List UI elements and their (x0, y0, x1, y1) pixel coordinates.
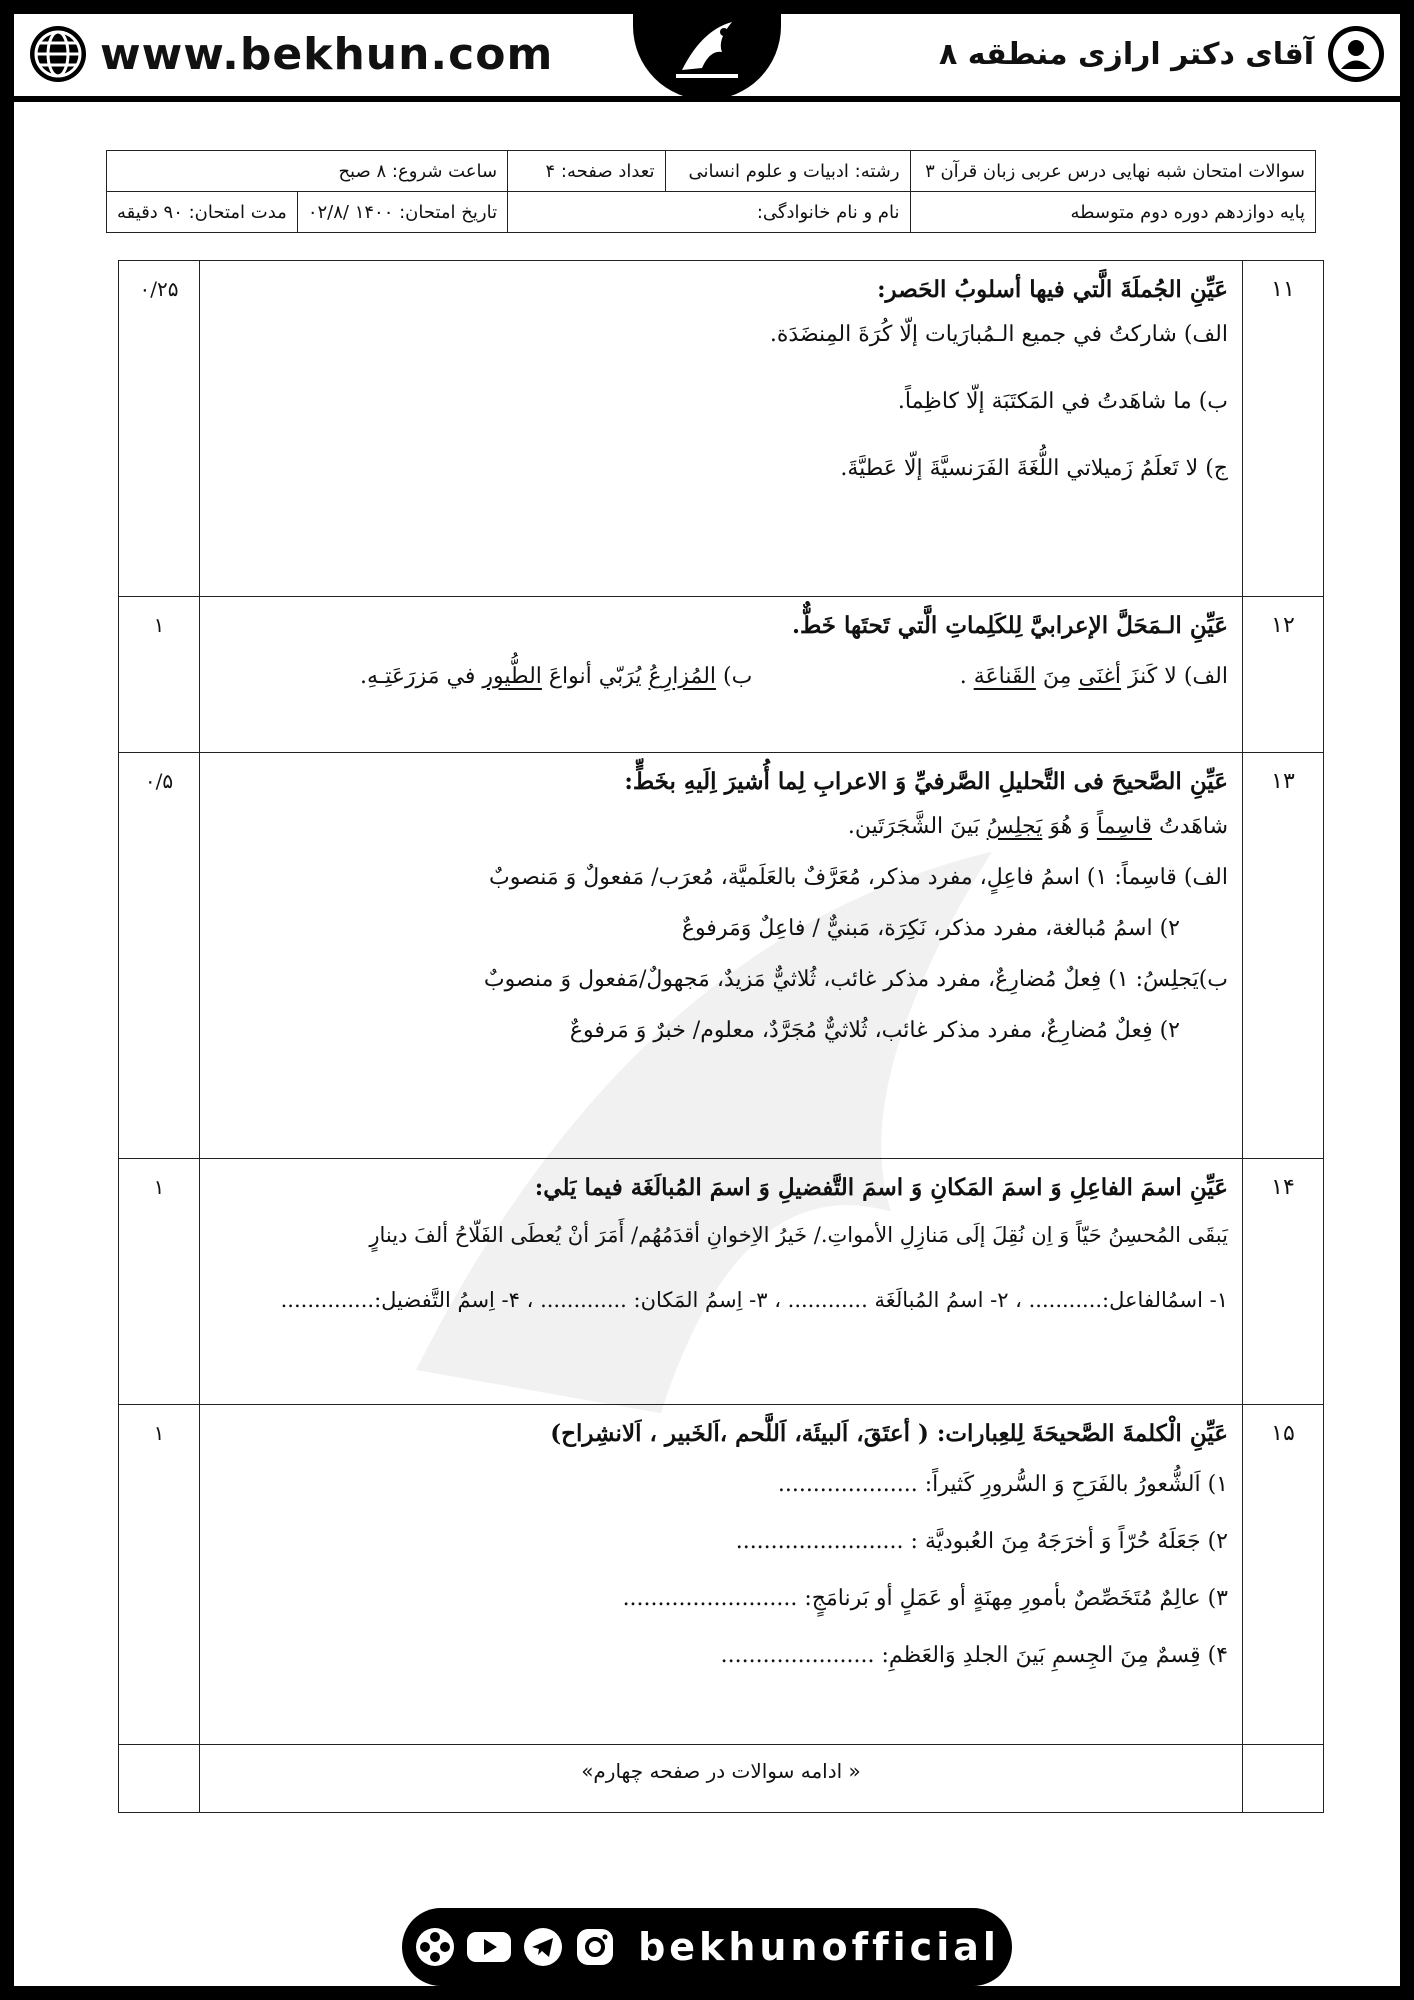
question-score: ۰/۲۵ (119, 261, 200, 597)
exam-grade: پایه دوازدهم دوره دوم متوسطه (910, 192, 1315, 233)
brand-logo (633, 0, 781, 100)
question-number: ۱۵ (1243, 1405, 1324, 1745)
option-b: ب) ما شاهَدتُ في المَكتَبَة إلّا كاظِماً. (897, 388, 1228, 414)
question-row (119, 1159, 1324, 1405)
exam-date-duration (107, 192, 508, 233)
telegram-icon[interactable] (522, 1926, 564, 1968)
option-a-2: ۲) اسمُ مُبالغة، مفرد مذكر، نَكِرَة، مَبنيٌّ / فاعِلٌ وَمَرفوعٌ (681, 915, 1180, 941)
exam-field: رشته: ادبیات و علوم انسانی (665, 151, 910, 192)
teacher-info (939, 24, 1386, 84)
question-score: ۱ (119, 597, 200, 753)
social-handle: bekhunofficial (638, 1925, 1000, 1969)
option-b: ب) المُزارِعُ يُرَبّي أنواعَ الطُّيور في مَزرَعَتِـهِ. (360, 663, 753, 689)
question-sentence: شاهَدتُ قاسِماً وَ هُوَ يَجلِسُ بَينَ الشَّجَرَتَين. (847, 813, 1228, 839)
question-row (119, 597, 1324, 753)
exam-duration: مدت امتحان: ۹۰ دقیقه (117, 201, 287, 223)
item-1: ۱) اَلشُّعورُ بالفَرَحِ وَ السُّرورِ كَثيراً: .................... (777, 1471, 1228, 1497)
instagram-icon[interactable] (574, 1926, 616, 1968)
student-name-field[interactable]: نام و نام خانوادگی: (508, 192, 910, 233)
youtube-icon[interactable] (466, 1926, 512, 1968)
question-score: ۰/۵ (119, 753, 200, 1159)
option-c: ج) لا تَعلَمُ زَميلاتي اللُّغَةَ الفَرَنسيَّةَ إلّا عَطيَّةَ. (840, 455, 1228, 481)
exam-pages: تعداد صفحه: ۴ (508, 151, 665, 192)
exam-title: سوالات امتحان شبه نهایی درس عربی زبان قرآن ۳ (910, 151, 1315, 192)
option-b-2: ۲) فِعلٌ مُضارِعٌ، مفرد مذكر غائب، ثُلاثيٌّ مُجَرَّدٌ، معلوم/ خبرٌ وَ مَرفوعٌ (569, 1017, 1180, 1043)
page (14, 14, 1400, 1986)
continuation-row (119, 1745, 1324, 1813)
question-text: يَبقَى المُحسِنُ حَيّاً وَ اِن نُقِلَ إلَى مَنازِلِ الأمواتِ./ خَيرُ الاِخوانِ أقدَمُهُم/ أَمَرَ أنْ يُعطَى الفَلّاحُ ألفَ دينارٍ (369, 1222, 1228, 1247)
top-banner (14, 14, 1400, 102)
question-body (200, 1159, 1243, 1405)
website-link[interactable] (28, 24, 553, 84)
item-2: ۲) جَعَلَهُ حُرّاً وَ أخرَجَهُ مِنَ العُبوديَّة : ........................ (735, 1528, 1228, 1554)
answer-blanks: ۱- اسمُالفاعل:........... ، ۲- اسمُ المُبالَغَة ............ ، ۳- اِسمُ المَكان: ............. ، ۴- اِسمُ التَّفضيل:.............. (280, 1288, 1228, 1312)
question-number: ۱۴ (1243, 1159, 1324, 1405)
option-b-1: ب)يَجلِسُ: ۱) فِعلٌ مُضارِعٌ، مفرد مذكر غائب، ثُلاثيٌّ مَزيدٌ، مَجهولٌ/مَفعول وَ منصوبٌ (483, 966, 1228, 992)
option-a-1: الف) قاسِماً: ۱) اسمُ فاعِلٍ، مفرد مذكر، مُعَرَّفٌ بالعَلَميَّة، مُعرَب/ مَفعولٌ وَ مَنصوبٌ (489, 864, 1228, 890)
question-body (200, 597, 1243, 753)
item-3: ۳) عالِمٌ مُتَخَصِّصٌ بأمورِ مِهنَةٍ أو عَمَلٍ أو بَرنامَجٍ: ......................... (622, 1585, 1228, 1611)
question-number: ۱۱ (1243, 261, 1324, 597)
bekhun-logo-icon (662, 10, 752, 90)
question-title: عَيِّنِ اسمَ الفاعِلِ وَ اسمَ المَكانِ وَ اسمَ التَّفضيلِ وَ اسمَ المُبالَغَة فيما يَلي: (534, 1174, 1228, 1201)
social-bar (402, 1908, 1012, 1986)
question-row (119, 753, 1324, 1159)
question-body (200, 753, 1243, 1159)
teacher-name: آقای دکتر ارازی منطقه ۸ (939, 36, 1314, 72)
question-number: ۱۳ (1243, 753, 1324, 1159)
question-body (200, 261, 1243, 597)
question-title: عَيِّنِ الْكلمةَ الصَّحيحَةَ لِلعِبارات: ( أعتَقَ، اَلبيئَة، اَللَّحم ،اَلخَبير ، اَلانشِراح) (550, 1420, 1228, 1447)
question-title: عَيِّنِ الصَّحيحَ فى التَّحليلِ الصَّرفيِّ وَ الاعرابِ لِما أُشيرَ اِلَيهِ بخَطٍّ: (624, 768, 1228, 795)
user-avatar-icon (1326, 24, 1386, 84)
exam-start-time: ساعت شروع: ۸ صبح (107, 151, 508, 192)
question-body (200, 1405, 1243, 1745)
question-number: ۱۲ (1243, 597, 1324, 753)
question-title: عَيِّنِ الـمَحَلَّ الإعرابيَّ لِلكَلِماتِ الَّتي تَحتَها خَطٌّ. (791, 612, 1228, 639)
questions-table (118, 260, 1324, 1813)
question-score: ۱ (119, 1159, 200, 1405)
question-title: عَيِّنِ الجُملَةَ الَّتي فيها أسلوبُ الحَصر: (877, 276, 1228, 303)
film-reel-icon[interactable] (414, 1926, 456, 1968)
options-row (220, 660, 1228, 693)
question-score: ۱ (119, 1405, 200, 1745)
option-a: الف) شاركتُ في جميع الـمُبارَيات إلّا كُرَةَ المِنضَدَة. (769, 321, 1228, 347)
option-a: الف) لا كَنزَ أغنَى مِنَ القَناعَة . (959, 663, 1228, 689)
exam-info-table (106, 150, 1316, 233)
globe-icon (28, 24, 88, 84)
item-4: ۴) قِسمٌ مِنَ الجِسمِ بَينَ الجلدِ وَالعَظمِ: ...................... (720, 1642, 1228, 1668)
question-row (119, 261, 1324, 597)
question-row (119, 1405, 1324, 1745)
website-url: www.bekhun.com (100, 28, 554, 80)
continuation-note: « ادامه سوالات در صفحه چهارم» (200, 1745, 1243, 1813)
exam-date: تاریخ امتحان: ۱۴۰۰ /۰۲/۸ (297, 192, 507, 232)
